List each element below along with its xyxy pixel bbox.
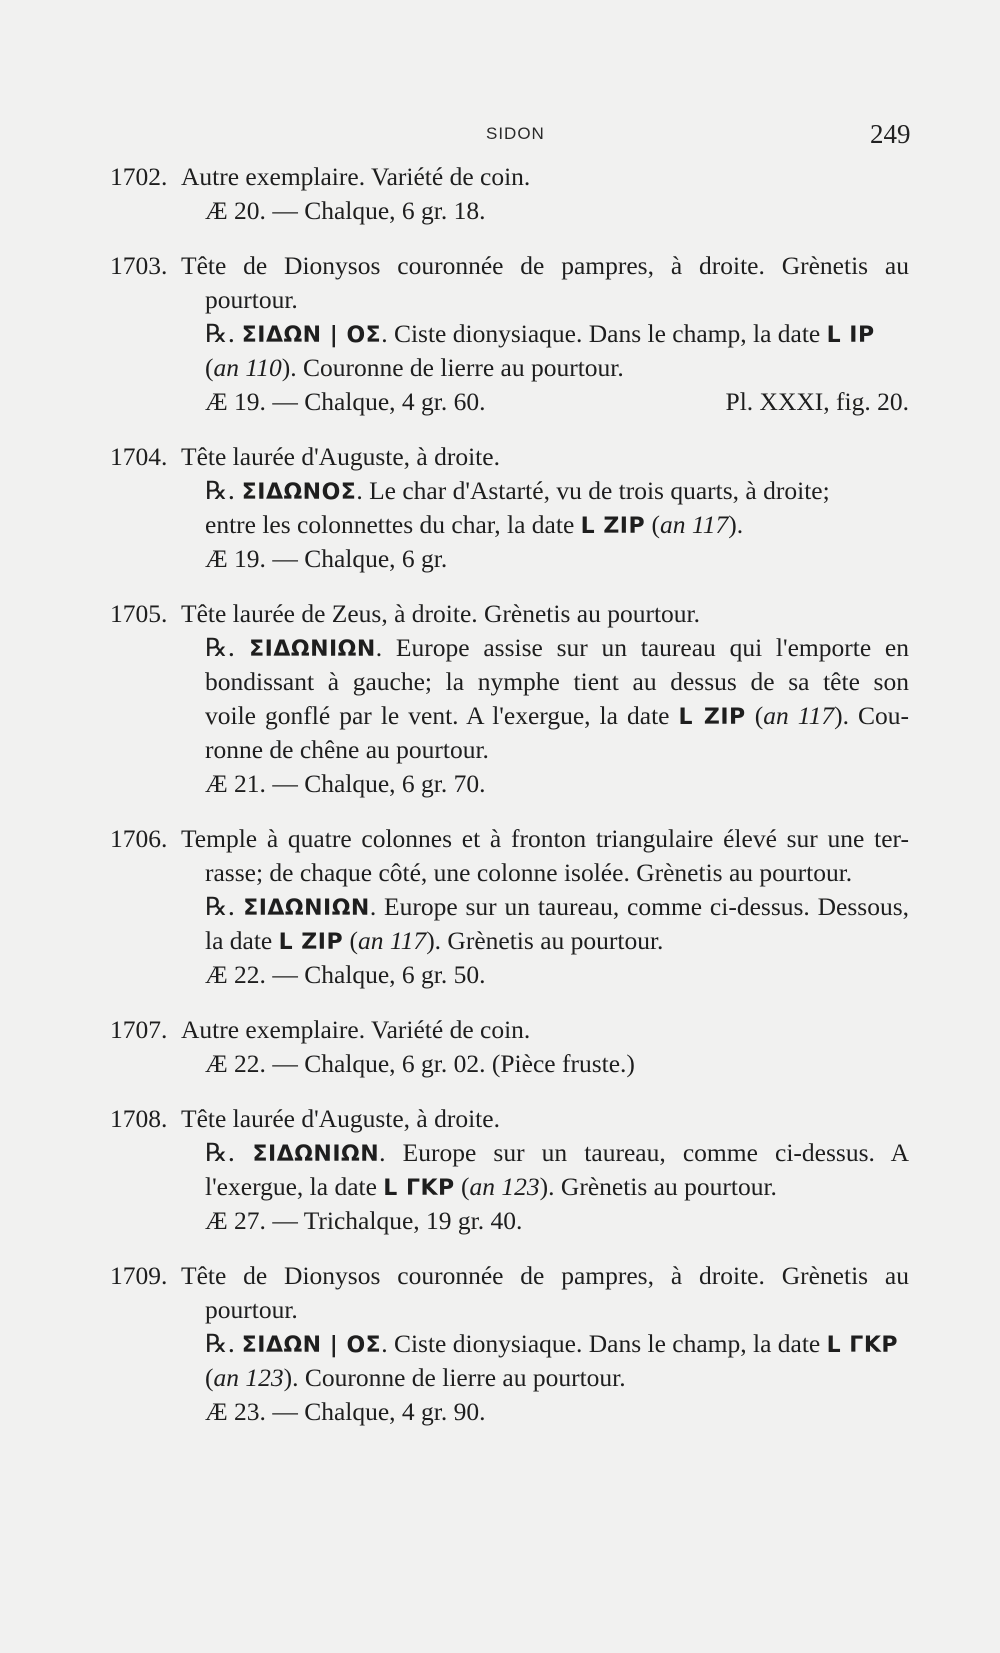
catalogue-entries [0,160,1000,1450]
reverse-text: . Europe sur un taureau, comme ci-dessus. A [379,1138,909,1167]
date-legend: L ΖΙΡ [580,514,646,539]
reverse-description-cont: l'exergue, la date L ΓΚΡ (an 123). Grènetis au pourtour. [205,1172,777,1201]
metal-weight-line [205,194,909,228]
obverse-description: Autre exemplaire. Variété de coin. [181,162,531,191]
catalogue-entry-1709 [0,1259,1000,1429]
coin-weight: — Chalque, 6 gr. 18. [272,196,486,225]
obverse-description-cont: pourtour. [205,1295,298,1324]
metal-weight-line [205,542,909,576]
reverse-description [205,890,909,926]
running-title: SIDON [486,124,545,143]
greek-legend: ΣΙΔΩΝ | ΟΣ [241,1333,382,1358]
metal-weight-line [205,1395,909,1429]
obverse-description: Tête laurée d'Auguste, à droite. [181,442,500,471]
entry-number: 1702. [110,162,168,191]
obverse-description: Autre exemplaire. Variété de coin. [181,1015,531,1044]
reverse-description-cont: voile gonflé par le vent. A l'exergue, la date L ΖΙΡ (an 117). Cou- [205,701,910,730]
reverse-text: . Ciste dionysiaque. Dans le champ, la date [381,1329,821,1358]
reverse-description [205,1136,909,1172]
reverse-symbol: ℞. [205,319,236,348]
reverse-text: . Ciste dionysiaque. Dans le champ, la date [381,319,821,348]
reverse-symbol: ℞. [205,1138,236,1167]
year: an 117 [763,701,835,730]
year: an 123 [213,1363,284,1392]
coin-weight: — Chalque, 4 gr. 90. [272,1397,486,1426]
entry-number: 1706. [110,824,168,853]
coin-weight: — Chalque, 4 gr. 60. [272,387,486,416]
metal-size: Æ 22. [205,960,266,989]
page-number: 249 [870,119,911,149]
catalogue-entry-1708 [0,1102,1000,1238]
coin-weight: — Chalque, 6 gr. 50. [272,960,486,989]
obverse-description: Tête de Dionysos couronnée de pampres, à droite. Grènetis au [181,1261,909,1290]
date-legend: L ΓΚΡ [826,1333,898,1358]
reverse-description-cont: entre les colonnettes du char, la date L ΖΙΡ (an 117). [205,510,744,539]
reverse-description [205,1327,909,1363]
metal-weight-line [205,1047,909,1081]
year: an 117 [357,926,427,955]
reverse-description [205,317,909,353]
reverse-description-cont: (an 123). Couronne de lierre au pourtour. [205,1363,626,1392]
metal-size: Æ 21. [205,769,266,798]
catalogue-entry-1706 [0,822,1000,992]
greek-legend: ΣΙΔΩΝΙΩΝ [249,637,376,662]
reverse-text: . Europe sur un taureau, comme ci-dessus. Dessous, [369,892,909,921]
metal-size: Æ 23. [205,1397,266,1426]
date-legend: L ΓΚΡ [383,1176,455,1201]
greek-legend: ΣΙΔΩΝΟΣ [241,480,357,505]
obverse-description: Tête laurée de Zeus, à droite. Grènetis au pourtour. [181,599,701,628]
year: an 110 [213,353,282,382]
greek-legend: ΣΙΔΩΝΙΩΝ [243,896,370,921]
entry-number: 1705. [110,599,168,628]
year: an 117 [659,510,729,539]
reverse-text: . Europe assise sur un taureau qui l'emporte en [375,633,909,662]
obverse-description-cont: rasse; de chaque côté, une colonne isolée. Grènetis au pourtour. [205,858,853,887]
reverse-description-cont: (an 110). Couronne de lierre au pourtour. [205,353,624,382]
entry-number: 1703. [110,251,168,280]
reverse-description [205,631,909,667]
date-legend: L ΙΡ [826,323,875,348]
year: an 123 [469,1172,540,1201]
reverse-description-cont: la date L ΖΙΡ (an 117). Grènetis au pourtour. [205,926,664,955]
running-head [0,119,1000,149]
reverse-description-cont: bondissant à gauche; la nymphe tient au dessus de sa tête son [205,667,909,696]
date-legend: L ΖΙΡ [278,930,344,955]
date-legend: L ΖΙΡ [678,705,746,730]
metal-size: Æ 27. [205,1206,266,1235]
reverse-text: . Le char d'Astarté, vu de trois quarts, à droite; [356,476,830,505]
catalogue-entry-1705 [0,597,1000,801]
obverse-description-cont: pourtour. [205,285,298,314]
coin-weight: — Chalque, 6 gr. 02. (Pièce fruste.) [272,1049,635,1078]
entry-number: 1708. [110,1104,168,1133]
reverse-symbol: ℞. [205,633,236,662]
coin-weight: — Chalque, 6 gr. [272,544,448,573]
metal-weight-line [205,767,909,801]
catalogue-entry-1703 [0,249,1000,419]
greek-legend: ΣΙΔΩΝ | ΟΣ [241,323,382,348]
reverse-symbol: ℞. [205,1329,236,1358]
entry-number: 1707. [110,1015,168,1044]
entry-number: 1704. [110,442,168,471]
metal-size: Æ 22. [205,1049,266,1078]
reverse-description [205,474,909,510]
obverse-description: Tête laurée d'Auguste, à droite. [181,1104,500,1133]
metal-size: Æ 20. [205,196,266,225]
obverse-description: Temple à quatre colonnes et à fronton triangulaire élevé sur une ter- [181,824,909,853]
obverse-description: Tête de Dionysos couronnée de pampres, à droite. Grènetis au [181,251,909,280]
reverse-description-cont: ronne de chêne au pourtour. [205,735,489,764]
coin-weight: — Trichalque, 19 gr. 40. [272,1206,523,1235]
catalogue-entry-1707 [0,1013,1000,1081]
greek-legend: ΣΙΔΩΝΙΩΝ [252,1142,380,1167]
catalogue-entry-1704 [0,440,1000,576]
metal-size: Æ 19. [205,387,266,416]
reverse-symbol: ℞. [205,476,236,505]
metal-weight-line [205,1204,909,1238]
coin-weight: — Chalque, 6 gr. 70. [272,769,486,798]
entry-number: 1709. [110,1261,168,1290]
catalogue-entry-1702 [0,160,1000,228]
metal-weight-line [205,958,909,992]
metal-size: Æ 19. [205,544,266,573]
plate-reference: Pl. XXXI, fig. 20. [725,387,909,416]
reverse-symbol: ℞. [205,892,236,921]
